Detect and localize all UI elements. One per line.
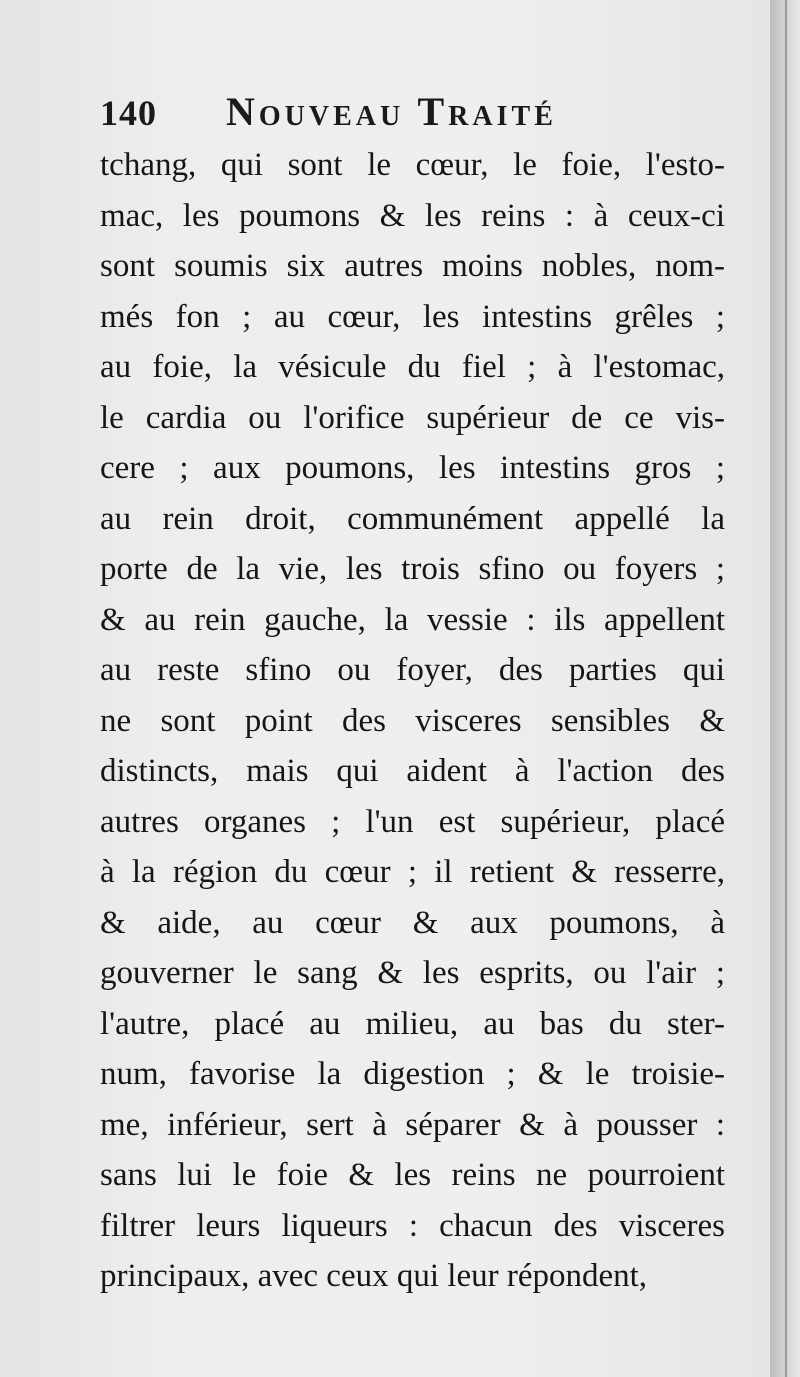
text-line: porte de la vie, les trois sfino ou foyers ; [100, 551, 725, 587]
text-line: gouverner le sang & les esprits, ou l'air ; [100, 955, 725, 991]
text-line: & aide, au cœur & aux poumons, à [100, 904, 725, 941]
text-line: sont soumis six autres moins nobles, nom- [100, 248, 725, 284]
page-edge-line [785, 0, 787, 1377]
text-line: le cardia ou l'orifice supérieur de ce vis- [100, 399, 725, 436]
text-line: cere ; aux poumons, les intestins gros ; [100, 450, 725, 486]
text-line: au foie, la vésicule du fiel ; à l'estomac, [100, 349, 725, 385]
text-line: autres organes ; l'un est supérieur, placé [100, 803, 725, 840]
text-line: & au rein gauche, la vessie : ils appellent [100, 601, 725, 638]
text-line: distincts, mais qui aident à l'action des [100, 753, 725, 789]
text-line: à la région du cœur ; il retient & resserre, [100, 854, 725, 890]
page-header [100, 82, 660, 138]
text-line: sans lui le foie & les reins ne pourroient [100, 1157, 725, 1193]
text-line: au rein droit, communément appellé la [100, 500, 725, 537]
text-line: ne sont point des visceres sensibles & [100, 702, 725, 739]
text-line: l'autre, placé au milieu, au bas du ster- [100, 1005, 725, 1042]
text-line: me, inférieur, sert à séparer & à pousser : [100, 1106, 725, 1143]
body-text [100, 140, 725, 1302]
text-line: mac, les poumons & les reins : à ceux-ci [100, 197, 725, 234]
text-line: principaux, avec ceux qui leur répondent, [100, 1258, 648, 1294]
text-line: filtrer leurs liqueurs : chacun des visceres [100, 1207, 725, 1244]
text-line: au reste sfino ou foyer, des parties qui [100, 652, 725, 688]
text-line: més fon ; au cœur, les intestins grêles ; [100, 298, 725, 335]
page-number: 140 [100, 93, 157, 133]
text-line: tchang, qui sont le cœur, le foie, l'esto- [100, 147, 725, 183]
running-title: Nouveau Traité [226, 89, 557, 134]
text-line: num, favorise la digestion ; & le troisie- [100, 1056, 725, 1092]
